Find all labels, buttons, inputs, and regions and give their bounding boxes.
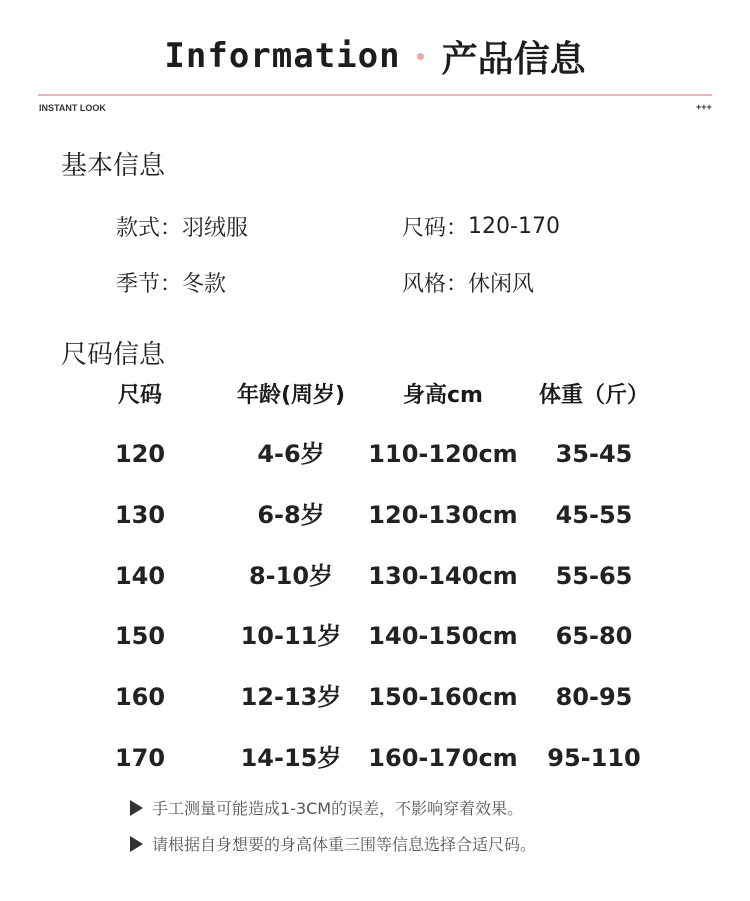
note-size-advice xyxy=(130,832,536,855)
cell-age: 10-11岁 xyxy=(240,622,342,650)
note-text: 手工测量可能造成1-3CM的误差，不影响穿着效果。 xyxy=(152,799,524,818)
title-english: Information xyxy=(164,36,401,76)
cell-weight: 45-55 xyxy=(555,501,633,529)
size-info-title: 尺码信息 xyxy=(61,340,166,370)
cell-height: 130-140cm xyxy=(368,562,518,590)
info-style-type-value: 休闲风 xyxy=(468,272,535,297)
subtitle-instant-look: INSTANT LOOK xyxy=(39,103,106,113)
header-divider xyxy=(38,94,712,96)
cell-age: 12-13岁 xyxy=(240,683,342,711)
column-header-size: 尺码 xyxy=(117,383,162,408)
triangle-bullet-icon xyxy=(130,836,143,852)
table-row xyxy=(0,616,750,656)
info-style xyxy=(116,211,248,242)
info-season xyxy=(116,267,226,298)
page-header xyxy=(0,28,750,84)
note-text: 请根据自身想要的身高体重三围等信息选择合适尺码。 xyxy=(152,835,537,854)
cell-size: 130 xyxy=(114,501,166,529)
cell-size: 160 xyxy=(114,683,166,711)
column-header-height: 身高cm xyxy=(403,383,483,408)
info-style-type xyxy=(402,267,534,298)
basic-info-title: 基本信息 xyxy=(61,151,166,181)
info-size-label: 尺码： xyxy=(402,216,469,241)
table-row xyxy=(0,556,750,596)
table-row xyxy=(0,738,750,778)
cell-height: 110-120cm xyxy=(368,440,518,468)
cell-weight: 95-110 xyxy=(547,744,641,772)
cell-size: 170 xyxy=(114,744,166,772)
cell-age: 8-10岁 xyxy=(248,562,334,590)
cell-height: 150-160cm xyxy=(368,683,518,711)
title-chinese: 产品信息 xyxy=(441,38,586,80)
subtitle-plus-marks: +++ xyxy=(696,102,712,112)
column-header-weight: 体重（斤） xyxy=(538,383,649,408)
info-style-value: 羽绒服 xyxy=(182,216,249,241)
triangle-bullet-icon xyxy=(130,800,143,816)
info-size-range xyxy=(402,211,560,242)
cell-weight: 35-45 xyxy=(555,440,633,468)
column-header-age: 年龄(周岁) xyxy=(236,383,346,408)
cell-weight: 55-65 xyxy=(555,562,633,590)
table-header-row xyxy=(0,376,750,416)
note-measurement-error xyxy=(130,796,523,819)
info-season-label: 季节： xyxy=(116,272,183,297)
cell-size: 150 xyxy=(114,622,166,650)
cell-height: 120-130cm xyxy=(368,501,518,529)
cell-size: 120 xyxy=(114,440,166,468)
cell-weight: 65-80 xyxy=(555,622,633,650)
cell-age: 14-15岁 xyxy=(240,744,342,772)
table-row xyxy=(0,495,750,535)
info-style-label: 款式： xyxy=(116,216,183,241)
cell-height: 160-170cm xyxy=(368,744,518,772)
title-dot-separator xyxy=(417,53,424,60)
info-size-value: 120-170 xyxy=(468,214,560,239)
cell-size: 140 xyxy=(114,562,166,590)
cell-age: 4-6岁 xyxy=(257,440,325,468)
cell-age: 6-8岁 xyxy=(257,501,325,529)
cell-height: 140-150cm xyxy=(368,622,518,650)
info-style-type-label: 风格： xyxy=(402,272,469,297)
table-row xyxy=(0,434,750,474)
cell-weight: 80-95 xyxy=(555,683,633,711)
table-row xyxy=(0,677,750,717)
info-season-value: 冬款 xyxy=(182,272,227,297)
